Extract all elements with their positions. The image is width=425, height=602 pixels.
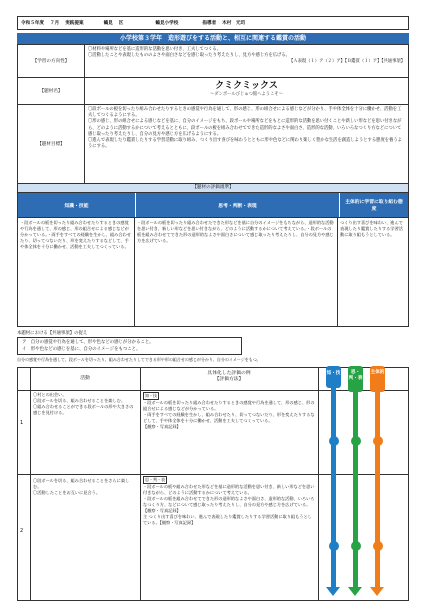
direction-row xyxy=(17,44,409,78)
row-2-number: 2 xyxy=(20,528,24,534)
row-1-activity xyxy=(33,392,137,416)
arrow-attitude-tip xyxy=(370,587,384,596)
arrow-attitude-dot-2 xyxy=(373,541,383,551)
eval-header-knowledge: 知識・技能 xyxy=(18,193,136,217)
goal-line-3: 〇進んで表現したり鑑賞したりする学習活動に取り組み、つくり出す喜びを味わうとともに形や色などに関わり楽しく豊かな生活を創造しようとする態度を養うようにする。 xyxy=(88,138,402,150)
goal-row xyxy=(17,105,409,184)
direction-line-2: 〇活動したことや表現したもののよさや面白さなどを感じ取ったり考えたりし、見方や感じ方を広げる。 xyxy=(88,53,290,59)
header-district-suffix: 区 xyxy=(118,21,124,26)
unit-banner: 小学校第３学年 造形遊びをする活動と、相互に関連する鑑賞の活動 xyxy=(17,33,409,44)
row-1-tag: 知・技 xyxy=(145,393,157,398)
theme-title: クミクミックス xyxy=(215,81,278,91)
eval-knowledge: ・段ボールの板を切ったり組み合わせたりするときの感覚や行為を通して、形の感じ、形の組合せによる感じなどが分かっている。・両手をすべての経験を生かし、組み合わせたり、切ってつないだり、形を変えたりするなどして、手や体全体を十分に働かせ、活動を工夫してつくっている。 xyxy=(18,218,135,326)
arrow-attitude-shaft xyxy=(375,386,380,590)
goal-label: 【題材目標】 xyxy=(18,105,85,183)
arrow-knowledge-cap: 知・技 xyxy=(326,366,341,388)
kiban-box xyxy=(17,337,242,355)
row-1-eval-2: ・両手をすべての経験を生かし、組み合わせたり、切ってつないだり、形を変えたりするなどして、手や体全体を十分に働かせ、活動を工夫してつくっている。 xyxy=(143,412,315,423)
row-1-eval xyxy=(143,392,315,430)
row-2-eval xyxy=(143,476,315,526)
eval-thinking: ・段ボールの板を切ったり組み合わせたできた形などを基に自分のイメージをもちながら、造形的な活動を思い付き、新しい形などを思い付きながら、どのように活動するかについて考えている。・段ボールの板を組み合わせてできた形の造形的なよさや面白さについて感じ取ったり考えたりし、自分の見方や感じ方を広げている。 xyxy=(135,218,338,326)
arrow-attitude-cap: 主体的 xyxy=(370,366,385,392)
arrow-knowledge-shaft xyxy=(331,386,336,590)
activity-table xyxy=(17,367,409,601)
row-2-activity-2: 〇活動したことをお互いに見合う。 xyxy=(33,490,101,495)
row-1-activity-1: 〇村との出会い。 xyxy=(33,392,67,397)
arrow-thinking-cap: 思・判・表 xyxy=(348,366,363,392)
kiban-title: 本題材における【共通事項】の捉え xyxy=(17,331,88,336)
goal-line-2: 〇形の感じ、形の組合せによる感じなどを基に、自分のイメージをもち、段ボールや場所などをもとに造形的な活動を思い付くことや新しい形などを思い付きながら、どのように活動するかについて考えるとともに、段ボールの板を組み合わせてできた造形的なよさや面白さ、造形的な活動、いろいろなつくり方などについて感じ取ったり考えたりし、自分の見方や感じ方を広げるようにする。 xyxy=(88,119,402,137)
direction-line-1: 〇材料や場所などを基に造形的な活動を思い付き、工夫してつくる。 xyxy=(88,47,222,52)
eval-col-header xyxy=(140,371,318,383)
row-2-eval-3: 【観察・写真記録】 xyxy=(143,508,181,513)
arrow-knowledge xyxy=(326,366,341,596)
eval-header-thinking: 思考・判断・表現 xyxy=(136,193,340,217)
row-1-activity-2: 〇段ボールを切る、組み合わせることを楽しむ。 xyxy=(33,398,126,403)
arrow-knowledge-tip xyxy=(326,587,340,596)
arrow-knowledge-dot-1 xyxy=(329,436,339,446)
eval-col-sub: 【評価方法】 xyxy=(214,377,244,382)
header-school: 鶴見小学校 xyxy=(155,21,179,26)
theme-subtitle: ～ダンボールびじゅつ館へようこそ～ xyxy=(209,92,283,97)
page xyxy=(17,16,409,601)
header-bar xyxy=(17,16,409,30)
theme-label: 【題材名】 xyxy=(18,78,85,104)
arrow-thinking-dot-1 xyxy=(351,436,361,446)
header-year: 令和５年度 xyxy=(21,21,44,26)
eval-col-title: 具体化した評価の例 xyxy=(207,371,251,376)
row-1-eval-3: 【観察・写真記録】 xyxy=(143,424,181,429)
direction-label: 【学習の方向性】 xyxy=(18,45,85,77)
arrow-thinking-shaft xyxy=(353,386,358,590)
row-2-tag: 思・判・表 xyxy=(145,477,165,482)
arrow-thinking-tip xyxy=(348,587,362,596)
arrow-thinking-dot-2 xyxy=(351,541,361,551)
row-2-activity xyxy=(33,478,137,496)
arrow-attitude xyxy=(370,366,385,596)
kiban-a: ア 自分の感覚や行為を通して、形や色などの感じが分かること。 xyxy=(22,340,154,345)
arrow-attitude-dot-1 xyxy=(373,436,383,446)
kiban-i: イ 形や色などの感じを基に、自分のイメージをもつこと。 xyxy=(22,347,141,352)
direction-ref: 【Ａ表現（１）ア（２）ア】【Ｂ鑑賞（１）ア】【共通事項】 xyxy=(288,59,405,65)
header-instructor-name: 木村 元司 xyxy=(222,21,246,26)
header-event: 実践提案 xyxy=(65,21,84,26)
theme-content xyxy=(85,78,408,104)
row-2-eval-1: ・段ボールの板や組み合わせた形などを基に造形的な活動を思い付き、新しい形などを思い付きながら、どのように活動するかについて考えている。 xyxy=(143,484,315,495)
eval-body xyxy=(17,218,409,327)
row-2-eval-2: ・段ボールの板を組み合わせてできた形の造形的なよさや面白さ、造形的な活動、いろいろなつくり方、などについて感じ取ったり考えたりし、自分の見方や感じ方を広げている。 xyxy=(143,496,315,507)
theme-row xyxy=(17,78,409,105)
eval-header-attitude: 主体的に学習に取り組む態度 xyxy=(340,193,408,217)
header-month: ７月 xyxy=(49,21,60,26)
eval-header xyxy=(17,193,409,218)
header-district: 鶴見 xyxy=(103,21,113,26)
arrow-knowledge-dot-2 xyxy=(329,541,339,551)
header-instructor-label: 指導者 xyxy=(202,21,217,26)
goal-content xyxy=(85,105,408,183)
activity-col-header: 活動 xyxy=(80,376,90,381)
criteria-band: 【題材の評価規準】 xyxy=(17,184,409,193)
arrow-thinking xyxy=(348,366,363,596)
row-1-activity-3: 〇組み合わせることができる段ボールの形や大きさの感じを見付ける。 xyxy=(33,404,134,415)
goal-line-1: 〇段ボールの板を切ったり組み合わせたりするときの感覚や行為を通して、形の感じ、形の組合せによる感じなどが分かり、手や体全体を十分に働かせ、活動を工夫してつくるようにする。 xyxy=(88,107,402,119)
kiban-note: 自分の感覚や行為を通して、段ボールを切ったり、組み合わせたりしてできる形や形の組合せの感じが分かり、自分のイメージをもつ。 xyxy=(17,357,261,362)
eval-attitude: つくり出す喜びを味わい、進んで表現したり鑑賞したりする学習活動に取り組もうとしている。 xyxy=(340,220,403,238)
row-1-number: 1 xyxy=(20,420,24,426)
row-1-eval-1: ・段ボールの板を切ったり組み合わせたりするときの感覚や行為を通して、形の感じ、形の組合せによる感じなどが分かっている。 xyxy=(143,400,315,411)
direction-content xyxy=(85,45,408,77)
row-2-eval-4: 主 つくり出す喜びを味わい、進んで表現したり鑑賞したりする学習活動に取り組もうとしている。【観察・写真記録】 xyxy=(143,514,312,525)
row-2-activity-1: 〇段ボールを切る、組み合わせることをさらに楽しむ。 xyxy=(33,478,130,489)
